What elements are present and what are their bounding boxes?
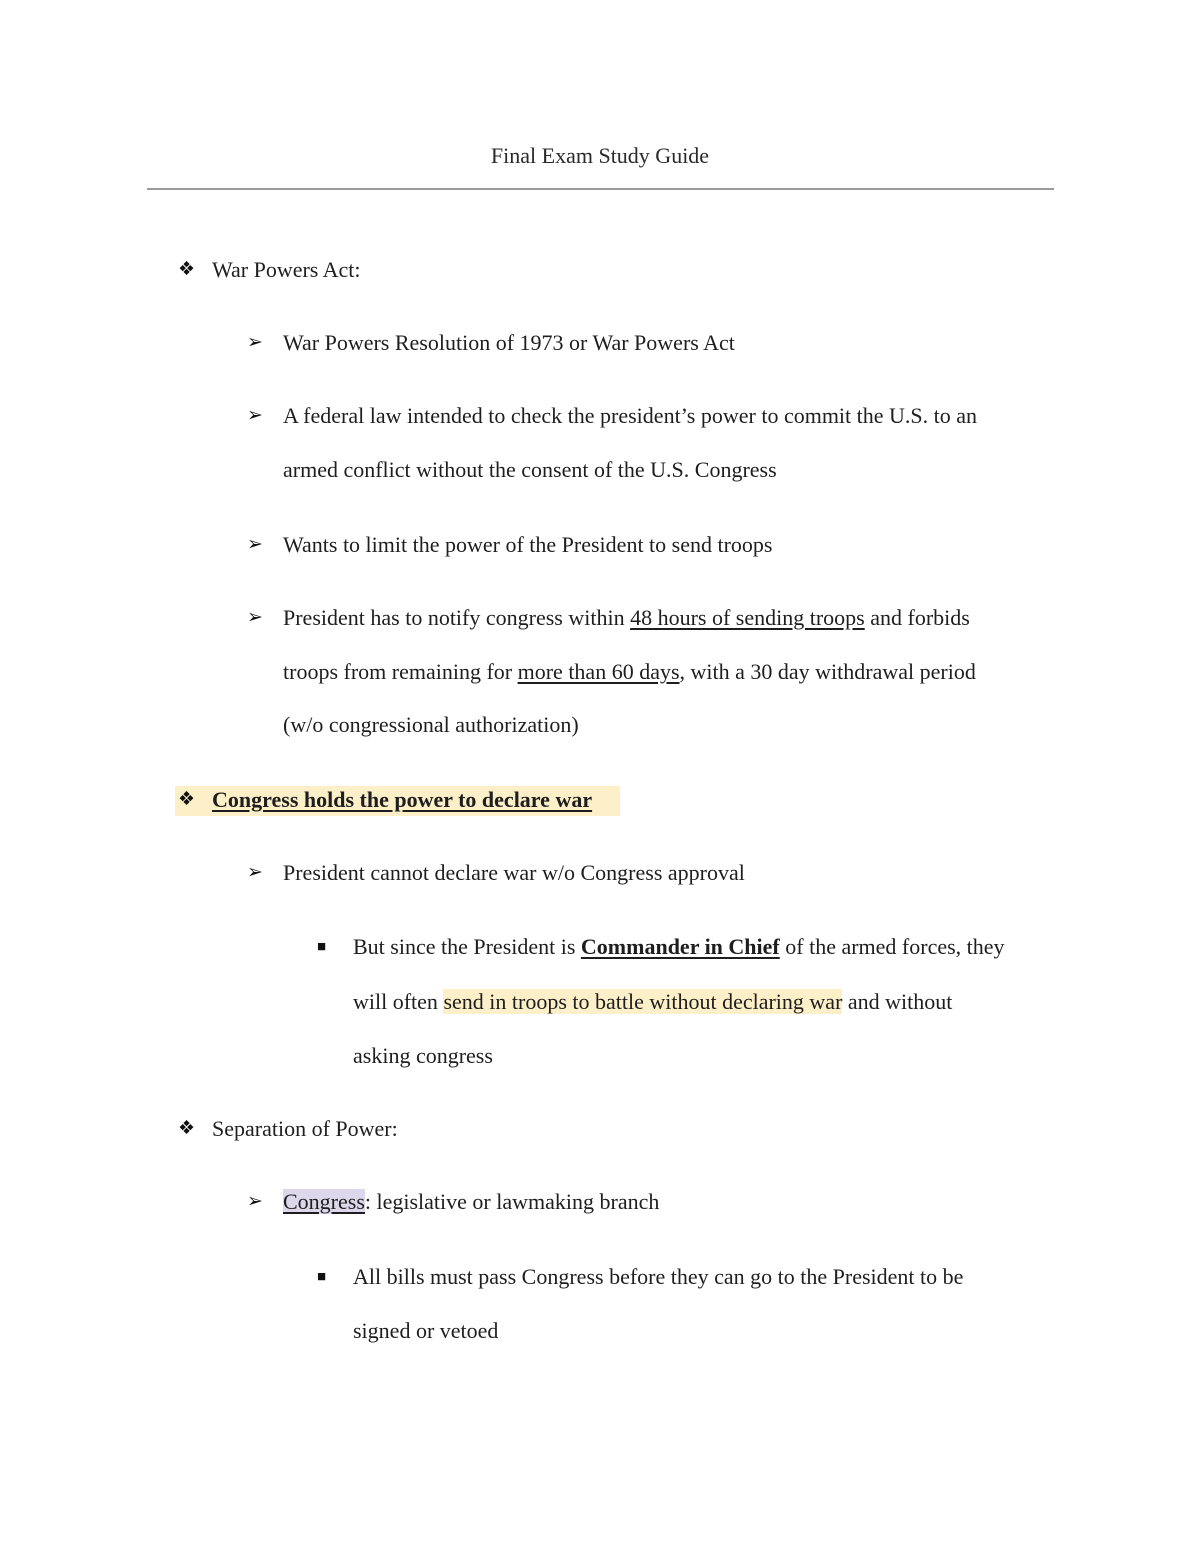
diamond-bullet-icon: ❖ [178,259,196,280]
square-bullet-icon: ■ [317,1269,327,1285]
list-item-continuation [283,658,976,686]
list-item-continuation: (w/o congressional authorization) [283,712,579,737]
arrow-bullet-icon: ➢ [247,405,263,426]
text-run: , with a 30 day withdrawal period [679,659,976,684]
text-run: and forbids [864,605,970,630]
list-item: Wants to limit the power of the President to send troops [283,532,773,557]
underlined-text: 48 hours of sending troops [630,605,865,630]
square-bullet-icon: ■ [317,939,327,955]
arrow-bullet-icon: ➢ [247,1191,263,1212]
list-item [283,1188,659,1216]
diamond-bullet-icon: ❖ [178,1118,196,1139]
arrow-bullet-icon: ➢ [247,607,263,628]
arrow-bullet-icon: ➢ [247,534,263,555]
highlighted-text: send in troops to battle without declaring war [443,989,843,1014]
highlighted-underlined-text: Congress [283,1189,365,1214]
section-heading-separation-of-power: Separation of Power: [212,1116,398,1141]
sub-list-item: All bills must pass Congress before they can go to the President to be [353,1264,964,1289]
sub-list-item [353,933,1005,961]
text-run: : legislative or lawmaking branch [364,1189,660,1214]
text-run: But since the President is [353,934,581,959]
text-run: President has to notify congress within [283,605,631,630]
arrow-bullet-icon: ➢ [247,862,263,883]
text-run: will often [353,989,444,1014]
sub-list-item-continuation [353,988,952,1016]
list-item: A federal law intended to check the president’s power to commit the U.S. to an [283,403,978,428]
underlined-text: more than 60 days [517,659,680,684]
arrow-bullet-icon: ➢ [247,332,263,353]
list-item: President cannot declare war w/o Congress approval [283,860,745,885]
section-heading-war-powers-act: War Powers Act: [212,257,361,282]
section-heading-congress-war-power: Congress holds the power to declare war [212,787,593,812]
list-item [283,604,970,632]
sub-list-item-continuation: asking congress [353,1043,493,1068]
text-run: of the armed forces, they [779,934,1005,959]
list-item-continuation: armed conflict without the consent of the U.S. Congress [283,457,777,482]
text-run: troops from remaining for [283,659,518,684]
diamond-bullet-icon: ❖ [178,789,196,810]
list-item: War Powers Resolution of 1973 or War Powers Act [283,330,735,355]
sub-list-item-continuation: signed or vetoed [353,1318,499,1343]
page-title: Final Exam Study Guide [490,143,710,168]
bold-underlined-text: Commander in Chief [580,934,780,959]
text-run: and without [842,989,953,1014]
header-divider [147,188,1054,190]
